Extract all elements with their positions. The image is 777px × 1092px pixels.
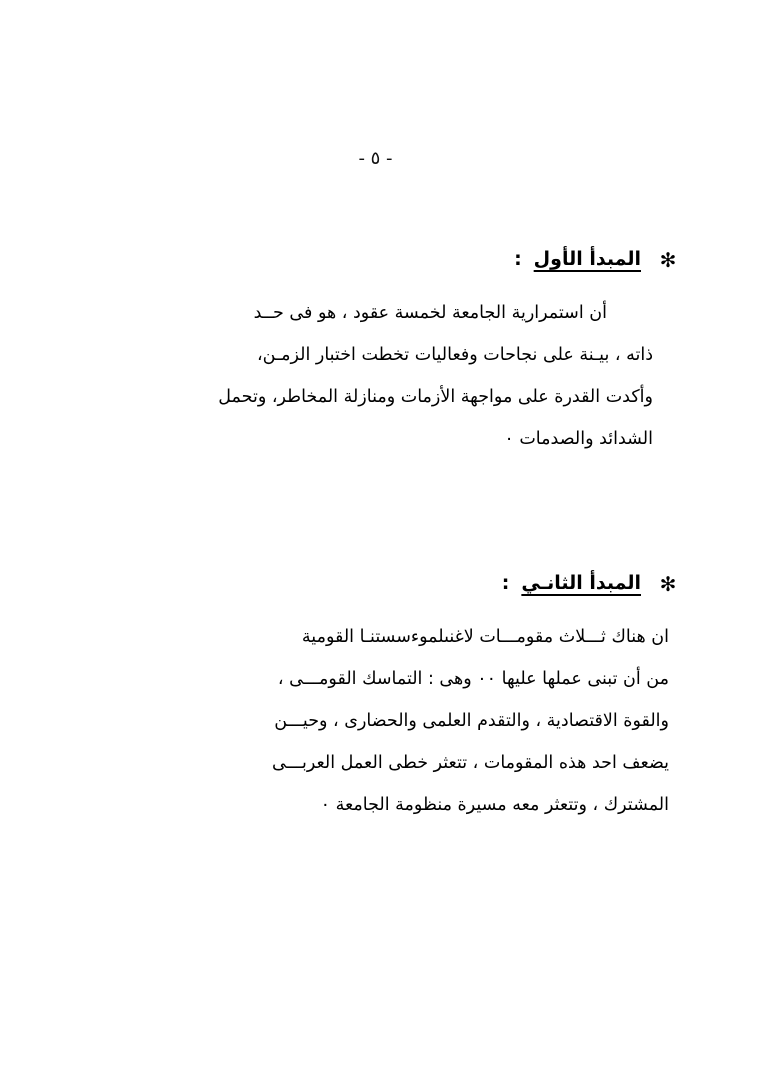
body-line: ان هناك ثـــلاث مقومـــات لاغنىلموءسستنـا القومية — [301, 627, 669, 647]
section-title-colon: : — [514, 248, 522, 270]
section-title: المبدأ الثانـي — [521, 572, 641, 594]
page-number-text: - ٥ - — [358, 148, 393, 169]
section-first-principle — [60, 248, 717, 460]
body-line: يضعف احد هذه المقومات ، تتعثر خطى العمل العربـــى — [271, 753, 669, 773]
section-body — [60, 616, 717, 826]
section-body — [60, 292, 717, 460]
asterisk-bullet-icon: ✻ — [659, 572, 677, 596]
section-second-principle — [60, 572, 717, 826]
body-line: من أن تبنى عملها عليها ٠٠ وهى : التماسك القومـــى ، — [277, 669, 669, 689]
section-heading-text — [502, 572, 641, 594]
body-line: الشدائد والصدمات ٠ — [504, 429, 653, 449]
section-heading — [60, 572, 717, 594]
body-line: ذاته ، بيـنة على نجاحات وفعاليات تخطت اختبار الزمـن، — [256, 345, 653, 365]
section-heading — [60, 248, 717, 270]
section-heading-text — [514, 248, 641, 270]
section-title-colon: : — [501, 572, 510, 594]
body-line: والقوة الاقتصادية ، والتقدم العلمى والحضارى ، وحيـــن — [274, 711, 669, 731]
body-line: أن استمرارية الجامعة لخمسة عقود ، هو فى حــد — [253, 303, 607, 323]
body-line: وأكدت القدرة على مواجهة الأزمات ومنازلة المخاطر، وتحمل — [218, 387, 653, 407]
page-number — [0, 148, 777, 169]
asterisk-bullet-icon: ✻ — [659, 248, 677, 272]
body-line: المشترك ، وتتعثر معه مسيرة منظومة الجامعة ٠ — [320, 795, 669, 815]
section-title: المبدأ الأول — [533, 248, 641, 270]
